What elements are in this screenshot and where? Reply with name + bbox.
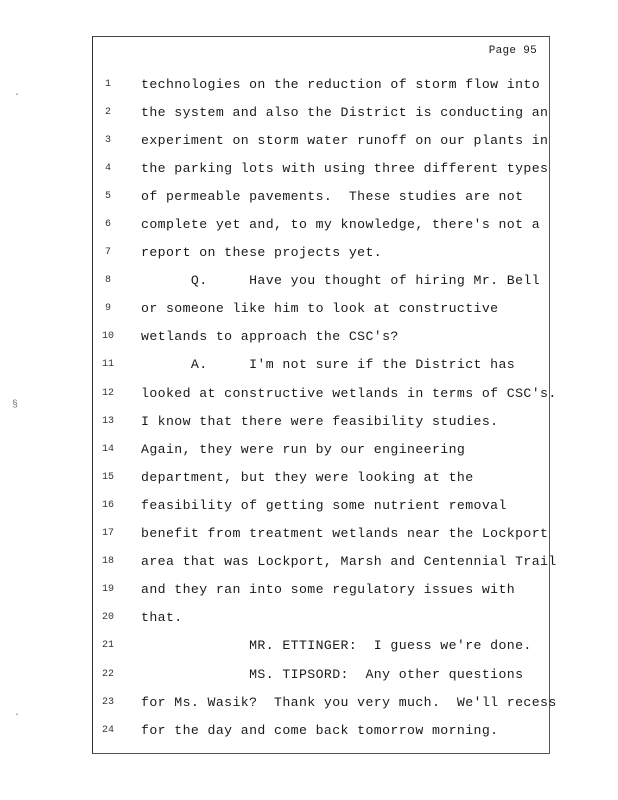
transcript-line: [93, 660, 549, 688]
line-text: and they ran into some regulatory issues with: [141, 582, 516, 598]
margin-mark: ·: [14, 90, 21, 101]
line-text: technologies on the reduction of storm flow into: [141, 76, 541, 92]
line-text: A. I'm not sure if the District has: [141, 357, 516, 373]
line-number: 14: [101, 443, 114, 455]
line-number: 15: [101, 471, 114, 483]
transcript-lines: [93, 70, 557, 744]
line-number: 12: [101, 387, 114, 399]
transcript-line: [93, 323, 549, 351]
line-text: feasibility of getting some nutrient removal: [141, 497, 507, 513]
transcript-line: [93, 379, 557, 407]
transcript-line: [93, 182, 549, 210]
line-number: 20: [101, 612, 114, 624]
line-number: 9: [104, 303, 111, 315]
line-text: department, but they were looking at the: [141, 469, 474, 485]
transcript-line: [93, 98, 549, 126]
line-number: 18: [101, 556, 114, 568]
line-text: looked at constructive wetlands in terms of CSC's.: [141, 385, 557, 401]
line-number: 19: [101, 584, 114, 596]
transcript-line: [93, 604, 549, 632]
line-text: MR. ETTINGER: I guess we're done.: [141, 638, 532, 654]
transcript-page: [92, 36, 557, 754]
transcript-line: [93, 70, 549, 98]
transcript-line: [93, 267, 549, 295]
line-number: 1: [104, 78, 111, 90]
line-text: Again, they were run by our engineering: [141, 441, 466, 457]
line-number: 13: [101, 415, 114, 427]
line-text: MS. TIPSORD: Any other questions: [141, 666, 524, 682]
line-text: the parking lots with using three different types: [141, 160, 549, 176]
line-number: 22: [101, 668, 114, 680]
line-text: I know that there were feasibility studies.: [141, 413, 499, 429]
line-text: complete yet and, to my knowledge, there's not a: [141, 217, 541, 233]
line-text: Q. Have you thought of hiring Mr. Bell: [141, 273, 541, 289]
line-number: 23: [101, 696, 114, 708]
line-number: 2: [104, 106, 111, 118]
transcript-line: [93, 548, 557, 576]
transcript-line: [93, 435, 549, 463]
line-number: 11: [101, 359, 114, 371]
transcript-line: [93, 126, 549, 154]
line-text: for the day and come back tomorrow morning.: [141, 722, 499, 738]
line-text: or someone like him to look at constructive: [141, 301, 499, 317]
line-number: 24: [101, 724, 114, 736]
line-number: 3: [104, 134, 111, 146]
transcript-line: [93, 491, 549, 519]
page-number: Page 95: [488, 45, 537, 57]
margin-mark: §: [12, 400, 19, 411]
line-number: 21: [101, 640, 114, 652]
line-text: report on these projects yet.: [141, 245, 383, 261]
transcript-line: [93, 463, 549, 491]
line-text: that.: [141, 610, 183, 626]
transcript-line: [93, 576, 549, 604]
line-text: benefit from treatment wetlands near the Lockport: [141, 526, 549, 542]
line-number: 5: [104, 190, 111, 202]
line-text: area that was Lockport, Marsh and Centennial Trail: [141, 554, 557, 570]
line-number: 8: [104, 275, 111, 287]
transcript-line: [93, 716, 549, 744]
transcript-line: [93, 351, 549, 379]
transcript-line: [93, 632, 549, 660]
line-number: 17: [101, 528, 114, 540]
transcript-line: [93, 520, 549, 548]
line-text: wetlands to approach the CSC's?: [141, 329, 399, 345]
transcript-line: [93, 295, 549, 323]
line-number: 10: [101, 331, 114, 343]
transcript-line: [93, 210, 549, 238]
transcript-line: [93, 154, 549, 182]
line-number: 7: [104, 247, 111, 259]
line-text: the system and also the District is conducting an: [141, 104, 549, 120]
line-number: 6: [104, 219, 111, 231]
line-number: 4: [104, 162, 111, 174]
line-number: 16: [101, 499, 114, 511]
margin-mark: ·: [14, 710, 21, 721]
transcript-line: [93, 688, 557, 716]
transcript-line: [93, 239, 549, 267]
line-text: experiment on storm water runoff on our plants in: [141, 132, 549, 148]
line-text: of permeable pavements. These studies are not: [141, 188, 524, 204]
line-text: for Ms. Wasik? Thank you very much. We'll recess: [141, 694, 557, 710]
transcript-line: [93, 407, 549, 435]
